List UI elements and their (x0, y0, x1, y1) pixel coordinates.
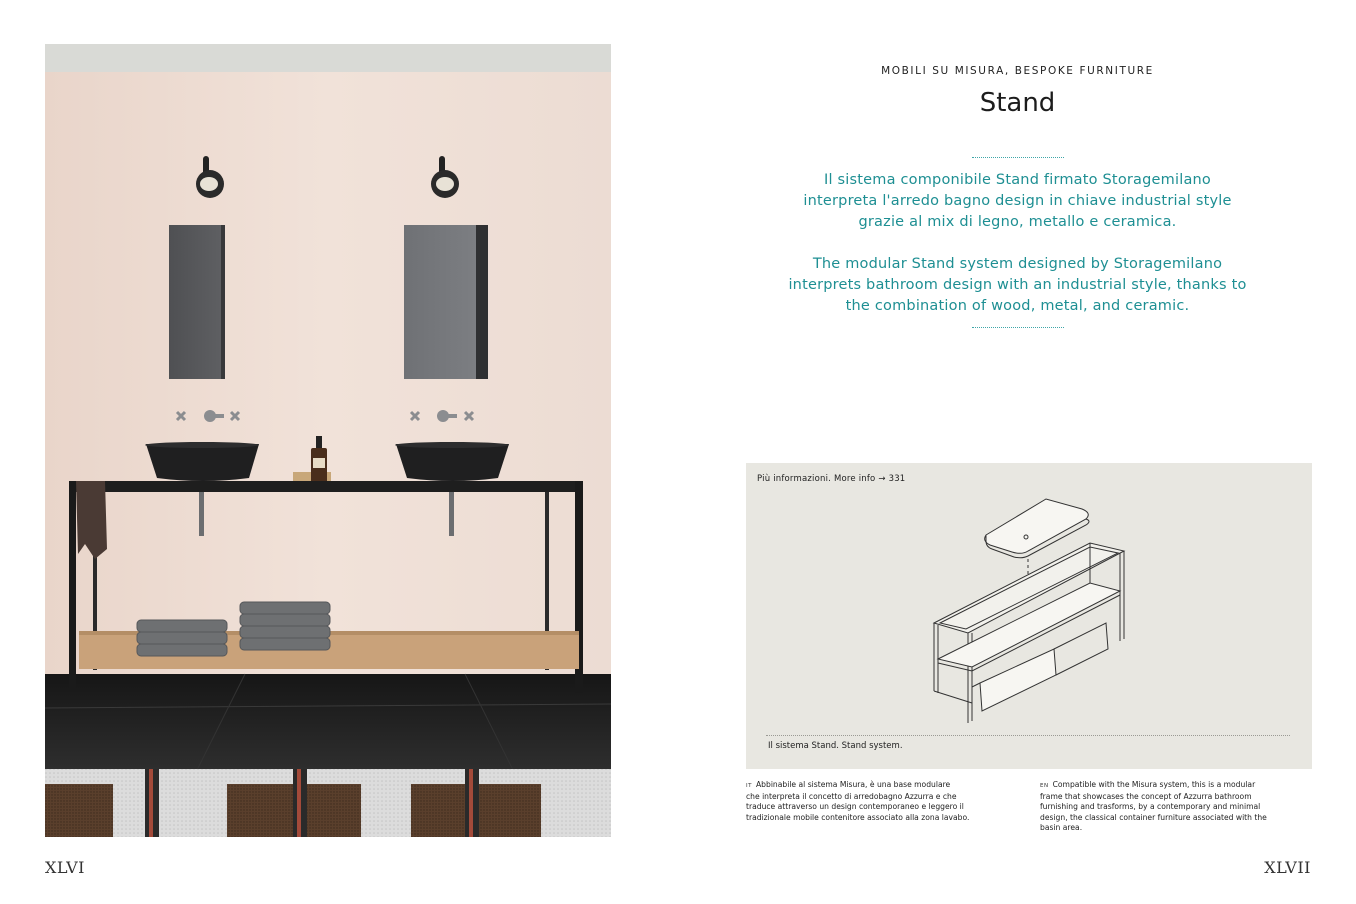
body-line: tradizionale mobile contenitore associato alla zona lavabo. (746, 812, 970, 822)
stand-line-drawing (746, 463, 1312, 769)
body-line: Compatible with the Misura system, this is a modular (1052, 780, 1256, 789)
dotted-divider (972, 157, 1064, 158)
product-photo (45, 44, 611, 837)
body-line: Abbinabile al sistema Misura, è una base modulare (755, 780, 951, 789)
diagram-caption: Il sistema Stand. Stand system. (768, 741, 903, 751)
language-tag: IT (746, 783, 752, 789)
body-line: design, the classical container furniture associated with the (1040, 812, 1267, 822)
intro-english (720, 254, 1315, 317)
intro-line: interpreta l'arredo bagno design in chiave industrial style (803, 193, 1232, 209)
body-line: furnishing and trasforms, by a contemporary and minimal (1040, 802, 1261, 812)
page-number-right: XLVII (1264, 858, 1311, 877)
intro-line: interprets bathroom design with an industrial style, thanks to (788, 277, 1247, 293)
technical-diagram-panel (746, 463, 1312, 769)
body-line: che interpreta il concetto di arredobagno Azzurra e che (746, 791, 957, 801)
page-number-left: XLVI (45, 858, 85, 877)
more-info-link[interactable]: Più informazioni. More info → 331 (757, 474, 906, 484)
language-tag: EN (1040, 783, 1049, 789)
intro-line: the combination of wood, metal, and ceramic. (845, 298, 1190, 314)
page-title: Stand (979, 88, 1056, 118)
body-line: frame that showcases the concept of Azzurra bathroom (1040, 791, 1252, 801)
intro-line: The modular Stand system designed by Storagemilano (812, 256, 1223, 272)
intro-italian (720, 170, 1315, 233)
dotted-divider (972, 327, 1064, 328)
intro-line: grazie al mix di legno, metallo e ceramica. (858, 214, 1177, 230)
section-kicker: MOBILI SU MISURA, BESPOKE FURNITURE (881, 65, 1154, 77)
intro-line: Il sistema componibile Stand firmato Storagemilano (824, 172, 1211, 188)
dotted-divider (766, 735, 1290, 736)
body-text-english (1040, 780, 1302, 834)
body-text-italian (746, 780, 1008, 823)
body-line: traduce attraverso un design contemporaneo e leggero il (746, 802, 964, 812)
body-line: basin area. (1040, 823, 1083, 833)
